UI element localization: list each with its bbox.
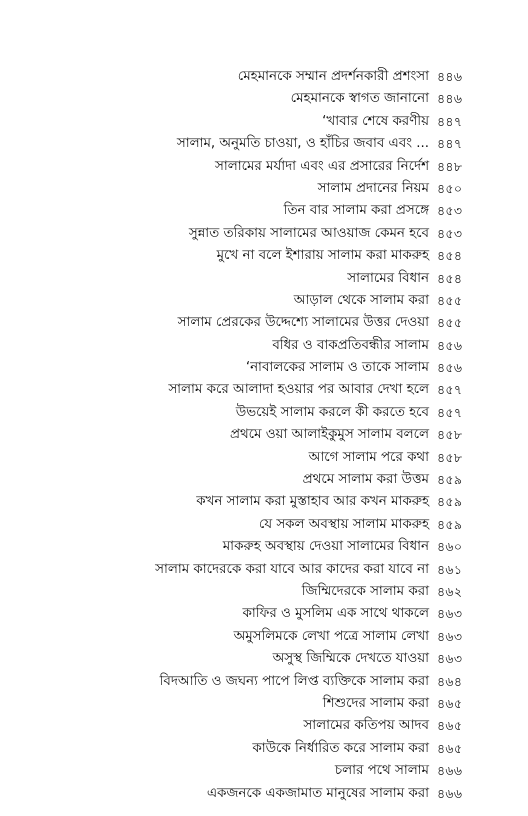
toc-entry-title: চলার পথে সালাম bbox=[334, 763, 429, 779]
toc-entry-title: ‘নাবালকের সালাম ও তাকে সালাম bbox=[245, 360, 429, 376]
toc-entry bbox=[0, 558, 528, 580]
toc-entry-title: সালাম প্রেরকের উদ্দেশ্যে সালামের উত্তর দেওয়া bbox=[177, 315, 429, 331]
toc-entry-title: সালামের বিধান bbox=[347, 270, 429, 286]
toc-entry-page-number: ৪৫৬ bbox=[437, 360, 463, 376]
toc-entry-title: মাকরুহ অবস্থায় দেওয়া সালামের বিধান bbox=[222, 539, 429, 555]
toc-entry-page-number: ৪৫৯ bbox=[437, 494, 463, 510]
toc-entry-page-number: ৪৬৬ bbox=[437, 785, 463, 801]
toc-entry-title: আড়াল থেকে সালাম করা bbox=[293, 292, 429, 308]
toc-entry bbox=[0, 177, 528, 199]
toc-entry-title: সালাম প্রদানের নিয়ম bbox=[317, 180, 429, 196]
toc-entry bbox=[0, 535, 528, 557]
toc-entry-title: প্রথমে সালাম করা উত্তম bbox=[302, 472, 429, 488]
toc-entry bbox=[0, 670, 528, 692]
toc-entry-title: কাউকে নির্ধারিত করে সালাম করা bbox=[252, 740, 429, 756]
toc-entry-page-number: ৪৫৫ bbox=[437, 292, 463, 308]
toc-entry bbox=[0, 759, 528, 781]
toc-entry bbox=[0, 132, 528, 154]
toc-entry-title: আগে সালাম পরে কথা bbox=[308, 449, 429, 465]
toc-entry-page-number: ৪৪৭ bbox=[437, 136, 463, 152]
toc-entry bbox=[0, 87, 528, 109]
toc-entry-title: মেহমানকে স্বাগত জানানো bbox=[290, 91, 429, 107]
toc-entry-page-number: ৪৬৪ bbox=[437, 673, 463, 689]
toc-entry-title: শিশুদের সালাম করা bbox=[322, 695, 429, 711]
toc-entry-title: ‘খাবার শেষে করণীয় bbox=[322, 113, 429, 129]
toc-entry bbox=[0, 782, 528, 804]
toc-entry-title: অসুস্থ জিম্মিকে দেখতে যাওয়া bbox=[272, 651, 429, 667]
toc-entry-title: সালাম, অনুমতি চাওয়া, ও হাঁচির জবাব এবং ... bbox=[176, 136, 429, 152]
toc-entry-page-number: ৪৫৭ bbox=[437, 382, 463, 398]
toc-entry bbox=[0, 423, 528, 445]
toc-entry bbox=[0, 65, 528, 87]
toc-entry-page-number: ৪৪৬ bbox=[437, 91, 463, 107]
toc-entry-page-number: ৪৬৫ bbox=[437, 695, 463, 711]
toc-entry bbox=[0, 602, 528, 624]
toc-entry-page-number: ৪৬১ bbox=[437, 561, 463, 577]
toc-entry bbox=[0, 110, 528, 132]
toc-entry bbox=[0, 378, 528, 400]
toc-entry-page-number: ৪৬৫ bbox=[437, 718, 463, 734]
toc-entry bbox=[0, 692, 528, 714]
toc-entry bbox=[0, 244, 528, 266]
toc-entry-title: অমুসলিমকে লেখা পত্রে সালাম লেখা bbox=[233, 628, 429, 644]
toc-entry bbox=[0, 513, 528, 535]
toc-entry-title: প্রথমে ওয়া আলাইকুমুস সালাম বললে bbox=[229, 427, 429, 443]
toc-entry-page-number: ৪৫৪ bbox=[437, 270, 463, 286]
toc-entry-title: তিন বার সালাম করা প্রসঙ্গে bbox=[283, 203, 429, 219]
toc-entry bbox=[0, 267, 528, 289]
toc-entry-page-number: ৪৫৫ bbox=[437, 315, 463, 331]
toc-entry-page-number: ৪৪৮ bbox=[437, 158, 463, 174]
toc-entry-title: সালাম কাদেরকে করা যাবে আর কাদের করা যাবে না bbox=[155, 561, 429, 577]
toc-entry bbox=[0, 580, 528, 602]
toc-entry-title: সালামের কতিপয় আদব bbox=[303, 718, 429, 734]
toc-entry bbox=[0, 625, 528, 647]
toc-entry-page-number: ৪৬৩ bbox=[437, 628, 463, 644]
toc-entry-title: মেহমানকে সম্মান প্রদর্শনকারী প্রশংসা bbox=[237, 69, 429, 84]
toc-entry bbox=[0, 289, 528, 311]
toc-entry-page-number: ৪৫৪ bbox=[437, 248, 463, 264]
toc-entry bbox=[0, 737, 528, 759]
toc-entry bbox=[0, 222, 528, 244]
toc-entry-page-number: ৪৫৮ bbox=[437, 449, 463, 465]
toc-entry-page-number: ৪৫৩ bbox=[437, 203, 463, 219]
toc-entry-page-number: ৪৫৯ bbox=[437, 472, 463, 488]
toc-entry-page-number: ৪৬৩ bbox=[437, 606, 463, 622]
toc-entry bbox=[0, 311, 528, 333]
toc-entry-page-number: ৪৬০ bbox=[437, 539, 463, 555]
toc-entry bbox=[0, 490, 528, 512]
toc-entry-page-number: ৪৫০ bbox=[437, 180, 463, 196]
toc-entry-title: বধির ও বাকপ্রতিবন্ধীর সালাম bbox=[272, 337, 429, 353]
toc-entry-page-number: ৪৬৬ bbox=[437, 763, 463, 779]
toc-entry-page-number: ৪৪৭ bbox=[437, 113, 463, 129]
toc-entry bbox=[0, 468, 528, 490]
toc-entry-page-number: ৪৫৭ bbox=[437, 404, 463, 420]
toc-entry-page-number: ৪৬৫ bbox=[437, 740, 463, 756]
toc-entry-title: সুন্নাত তরিকায় সালামের আওয়াজ কেমন হবে bbox=[188, 225, 429, 241]
toc-entry-title: একজনকে একজামাত মানুষের সালাম করা bbox=[206, 785, 429, 801]
toc-entry-title: মুখে না বলে ইশারায় সালাম করা মাকরুহ bbox=[216, 248, 429, 264]
toc-entry-title: জিম্মিদেরকে সালাম করা bbox=[301, 583, 429, 599]
toc-entry-page-number: ৪৫৮ bbox=[437, 427, 463, 443]
toc-entry-title: সালাম করে আলাদা হওয়ার পর আবার দেখা হলে bbox=[168, 382, 429, 398]
toc-entry bbox=[0, 446, 528, 468]
toc-entry bbox=[0, 401, 528, 423]
toc-entry-page-number: ৪৬৩ bbox=[437, 651, 463, 667]
toc-entry-page-number: ৪৫৯ bbox=[437, 516, 463, 532]
toc-entry-title: কখন সালাম করা মুস্তাহাব আর কখন মাকরুহ bbox=[196, 494, 429, 510]
toc-entry-page-number: ৪৫৬ bbox=[437, 337, 463, 353]
toc-entry-page-number: ৪৫৩ bbox=[437, 225, 463, 241]
toc-entry-page-number: ৪৪৬ bbox=[437, 69, 463, 84]
toc-entry-page-number: ৪৬২ bbox=[437, 583, 463, 599]
toc-entry bbox=[0, 356, 528, 378]
toc-entry bbox=[0, 647, 528, 669]
table-of-contents bbox=[0, 65, 528, 804]
toc-entry bbox=[0, 199, 528, 221]
toc-entry-title: যে সকল অবস্থায় সালাম মাকরুহ bbox=[258, 516, 429, 532]
toc-entry bbox=[0, 714, 528, 736]
toc-entry bbox=[0, 334, 528, 356]
toc-entry-title: কাফির ও মুসলিম এক সাথে থাকলে bbox=[242, 606, 429, 622]
toc-entry-title: সালামের মর্যাদা এবং এর প্রসারের নির্দেশ bbox=[215, 158, 429, 174]
toc-entry-title: উভয়েই সালাম করলে কী করতে হবে bbox=[235, 404, 429, 420]
toc-entry-title: বিদআতি ও জঘন্য পাপে লিপ্ত ব্যক্তিকে সালাম করা bbox=[159, 673, 429, 689]
toc-entry bbox=[0, 155, 528, 177]
